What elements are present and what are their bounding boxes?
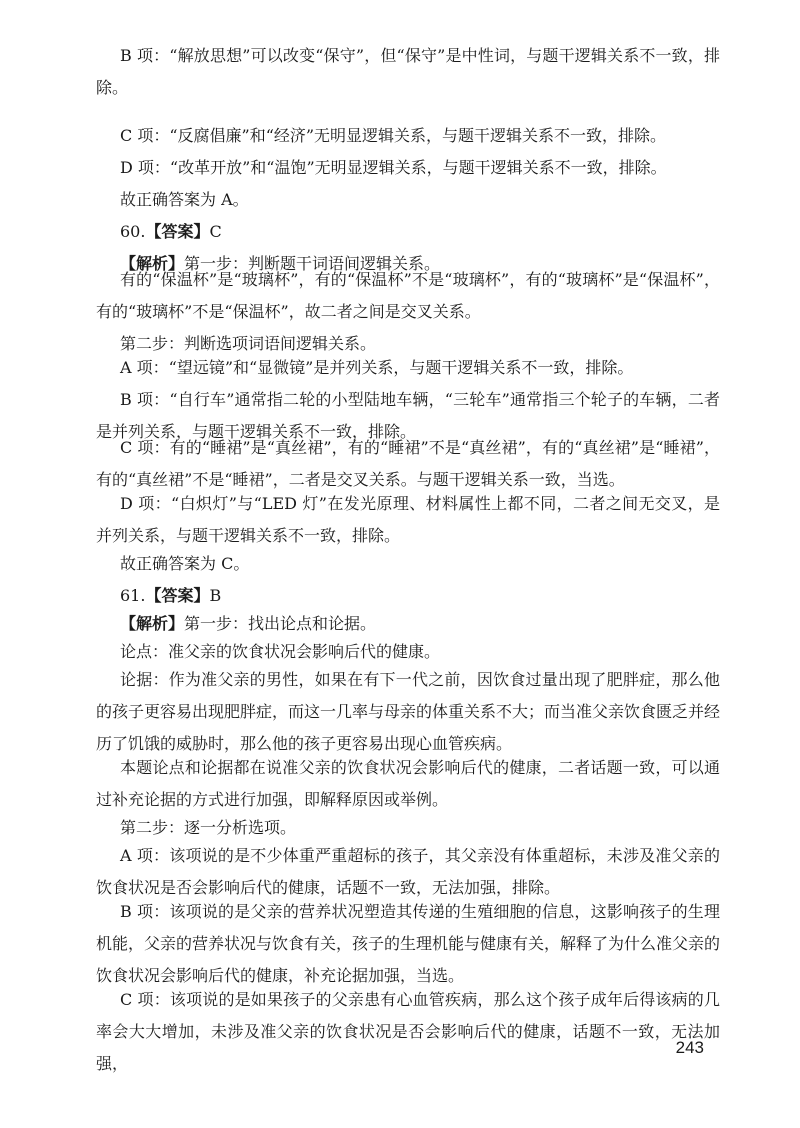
q60-step1: 【解析】第一步：判断题干词语间逻辑关系。 — [120, 254, 441, 273]
question-number: 61. — [120, 586, 146, 605]
analysis-tag: 【解析】 — [120, 614, 185, 633]
answer-tag: 【答案】 — [145, 222, 210, 241]
q61-point: 论点：准父亲的饮食状况会影响后代的健康。 — [120, 642, 441, 661]
q60-option-d: D 项：“白炽灯”与“LED 灯”在发光原理、材料属性上都不同，二者之间无交叉，是并列关系，与题干逻辑关系不一致，排除。 — [96, 494, 720, 545]
q60-conclusion: 故正确答案为 C。 — [120, 554, 250, 573]
q60-option-c: C 项：有的“睡裙”是“真丝裙”，有的“睡裙”不是“真丝裙”，有的“真丝裙”是“睡裙”，有的“真丝裙”不是“睡裙”，二者是交叉关系。与题干逻辑关系一致，当选。 — [96, 438, 720, 489]
answer-value: C — [209, 222, 222, 241]
q60-step2: 第二步：判断选项词语间逻辑关系。 — [120, 334, 377, 353]
answer-tag: 【答案】 — [145, 586, 210, 605]
q59-option-d: D 项：“改革开放”和“温饱”无明显逻辑关系，与题干逻辑关系不一致，排除。 — [120, 158, 667, 177]
q60-answer-line — [96, 216, 720, 248]
q60-stem-analysis: 有的“保温杯”是“玻璃杯”，有的“保温杯”不是“玻璃杯”，有的“玻璃杯”是“保温杯”，有的“玻璃杯”不是“保温杯”，故二者之间是交叉关系。 — [96, 270, 720, 321]
question-number: 60. — [120, 222, 146, 241]
q61-evidence: 论据：作为准父亲的男性，如果在有下一代之前，因饮食过量出现了肥胖症，那么他的孩子更容易出现肥胖症，而这一几率与母亲的体重关系不大；而当准父亲饮食匮乏并经历了饥饿的威胁时，那么他的孩子更容易出现心血管疾病。 — [96, 670, 721, 753]
q61-option-a: A 项：该项说的是不少体重严重超标的孩子，其父亲没有体重超标，未涉及准父亲的饮食状况是否会影响后代的健康，话题不一致，无法加强，排除。 — [96, 846, 720, 897]
q59-option-c: C 项：“反腐倡廉”和“经济”无明显逻辑关系，与题干逻辑关系不一致，排除。 — [120, 126, 667, 145]
q61-step1: 【解析】第一步：找出论点和论据。 — [120, 614, 377, 633]
q61-option-b: B 项：该项说的是父亲的营养状况塑造其传递的生殖细胞的信息，这影响孩子的生理机能，父亲的营养状况与饮食有关，孩子的生理机能与健康有关，解释了为什么准父亲的饮食状况会影响后代的健康，补充论据加强，当选。 — [96, 902, 721, 985]
q61-step2: 第二步：逐一分析选项。 — [120, 818, 297, 837]
q59-conclusion: 故正确答案为 A。 — [120, 190, 249, 209]
answer-value: B — [209, 586, 222, 605]
q61-summary: 本题论点和论据都在说准父亲的饮食状况会影响后代的健康，二者话题一致，可以通过补充论据的方式进行加强，即解释原因或举例。 — [96, 758, 720, 809]
analysis-tag: 【解析】 — [120, 254, 185, 273]
q61-option-c: C 项：该项说的是如果孩子的父亲患有心血管疾病，那么这个孩子成年后得该病的几率会大大增加，未涉及准父亲的饮食状况是否会影响后代的健康，话题不一致，无法加强， — [96, 990, 720, 1073]
q60-option-a: A 项：“望远镜”和“显微镜”是并列关系，与题干逻辑关系不一致，排除。 — [120, 358, 634, 377]
q59-option-b: B 项：“解放思想”可以改变“保守”，但“保守”是中性词，与题干逻辑关系不一致，排除。 — [96, 46, 720, 97]
q60-option-b: B 项：“自行车”通常指二轮的小型陆地车辆，“三轮车”通常指三个轮子的车辆，二者是并列关系，与题干逻辑关系不一致，排除。 — [96, 390, 720, 441]
page-number: 243 — [675, 1038, 704, 1057]
